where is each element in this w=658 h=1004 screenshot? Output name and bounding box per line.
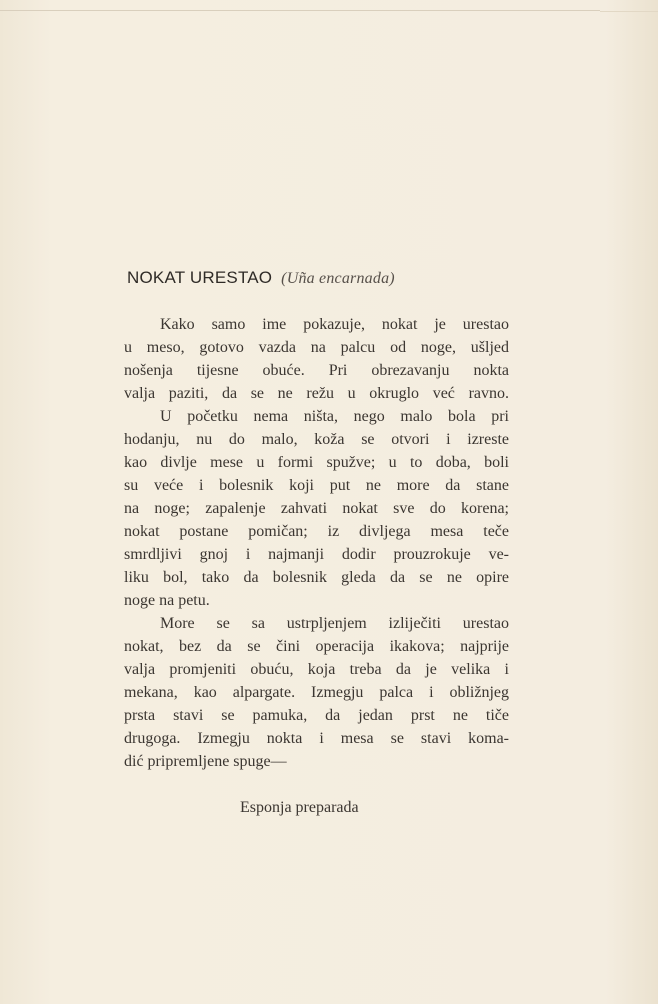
text-line: Kako samo ime pokazuje, nokat je urestao	[160, 316, 509, 333]
text-line: More se sa ustrpljenjem izliječiti urestao	[160, 615, 509, 632]
heading-subtitle: (Uña encarnada)	[281, 270, 395, 287]
text-line: nokat postane pomičan; iz divljega mesa teče	[124, 523, 509, 540]
text-line: valja promjeniti obuću, koja treba da je velika i	[124, 661, 509, 678]
text-line: u meso, gotovo vazda na palcu od noge, ušljed	[124, 339, 509, 356]
text-line: noge na petu.	[124, 592, 210, 609]
text-line: smrdljivi gnoj i najmanji dodir prouzrokuje ve-	[124, 546, 509, 563]
page-top-rule	[0, 10, 600, 11]
page-top-edge	[600, 11, 658, 12]
text-line: na noge; zapalenje zahvati nokat sve do korena;	[124, 500, 509, 517]
heading-title: NOKAT URESTAO	[127, 268, 273, 287]
text-line: nošenja tijesne obuće. Pri obrezavanju nokta	[124, 362, 509, 379]
text-line: drugoga. Izmegju nokta i mesa se stavi koma-	[124, 730, 509, 747]
text-line: su veće i bolesnik koji put ne more da stane	[124, 477, 509, 494]
text-line: dić pripremljene spuge—	[124, 753, 287, 770]
text-line: mekana, kao alpargate. Izmegju palca i obližnjeg	[124, 684, 509, 701]
text-line: valja paziti, da se ne režu u okruglo već ravno.	[124, 385, 509, 402]
text-line: prsta stavi se pamuka, da jedan prst ne tiče	[124, 707, 509, 724]
text-line: hodanju, nu do malo, koža se otvori i izreste	[124, 431, 509, 448]
closing-caption: Esponja preparada	[240, 799, 359, 816]
text-line: kao divlje mese u formi spužve; u to doba, boli	[124, 454, 509, 471]
text-line: liku bol, tako da bolesnik gleda da se ne opire	[124, 569, 509, 586]
text-line: nokat, bez da se čini operacija ikakova; najprije	[124, 638, 509, 655]
section-heading	[127, 268, 527, 288]
text-line: U početku nema ništa, nego malo bola pri	[160, 408, 509, 425]
